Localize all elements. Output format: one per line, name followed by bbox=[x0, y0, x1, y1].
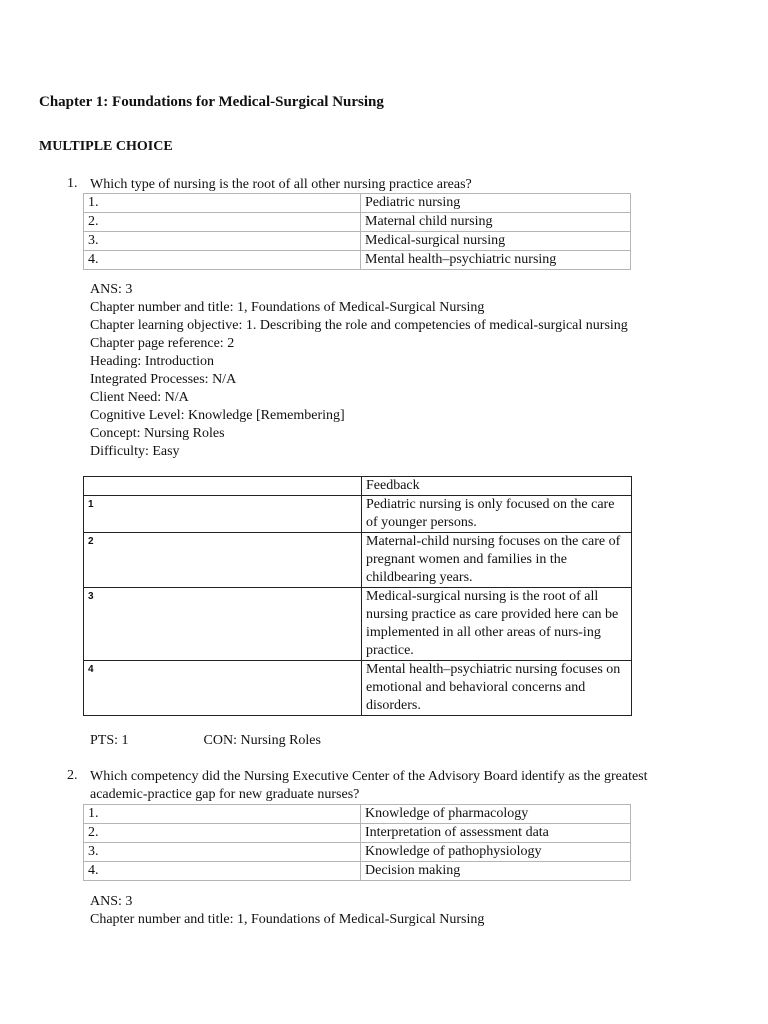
feedback-row bbox=[84, 533, 632, 588]
option-number: 1. bbox=[84, 194, 361, 213]
cognitive-level-line: Cognitive Level: Knowledge [Remembering] bbox=[90, 408, 345, 423]
answer-line: ANS: 3 bbox=[90, 894, 133, 909]
option-row bbox=[84, 805, 631, 824]
question-2-meta bbox=[90, 893, 484, 929]
learning-objective-line: Chapter learning objective: 1. Describing the role and competencies of medical-surgical nursing bbox=[90, 318, 628, 333]
feedback-number: 1 bbox=[84, 496, 362, 533]
option-text: Decision making bbox=[361, 862, 631, 881]
option-text: Interpretation of assessment data bbox=[361, 824, 631, 843]
feedback-number: 3 bbox=[84, 588, 362, 661]
question-2-options bbox=[83, 804, 631, 881]
feedback-row bbox=[84, 588, 632, 661]
option-text: Medical-surgical nursing bbox=[361, 232, 631, 251]
feedback-text: Pediatric nursing is only focused on the care of younger persons. bbox=[362, 496, 632, 533]
concept-label: CON: Nursing Roles bbox=[203, 733, 321, 748]
difficulty-line: Difficulty: Easy bbox=[90, 444, 180, 459]
option-number: 2. bbox=[84, 213, 361, 232]
option-text: Knowledge of pharmacology bbox=[361, 805, 631, 824]
option-number: 4. bbox=[84, 862, 361, 881]
chapter-number-line: Chapter number and title: 1, Foundations of Medical-Surgical Nursing bbox=[90, 300, 485, 315]
feedback-table bbox=[83, 476, 632, 716]
option-row bbox=[84, 824, 631, 843]
feedback-number: 4 bbox=[84, 661, 362, 716]
option-row bbox=[84, 843, 631, 862]
page-reference-line: Chapter page reference: 2 bbox=[90, 336, 235, 351]
client-need-line: Client Need: N/A bbox=[90, 390, 189, 405]
option-text: Mental health–psychiatric nursing bbox=[361, 251, 631, 270]
chapter-title: Chapter 1: Foundations for Medical-Surgical Nursing bbox=[39, 94, 384, 110]
feedback-header-empty bbox=[84, 477, 362, 496]
option-row bbox=[84, 862, 631, 881]
feedback-header: Feedback bbox=[362, 477, 632, 496]
feedback-header-row bbox=[84, 477, 632, 496]
option-text: Maternal child nursing bbox=[361, 213, 631, 232]
feedback-text: Mental health–psychiatric nursing focuses on emotional and behavioral concerns and disorders. bbox=[362, 661, 632, 716]
points-row bbox=[90, 733, 321, 749]
option-row bbox=[84, 232, 631, 251]
question-1-number: 1. bbox=[67, 176, 78, 191]
question-1-meta bbox=[90, 281, 628, 461]
feedback-number: 2 bbox=[84, 533, 362, 588]
question-1-options bbox=[83, 193, 631, 270]
option-number: 2. bbox=[84, 824, 361, 843]
chapter-number-line: Chapter number and title: 1, Foundations of Medical-Surgical Nursing bbox=[90, 912, 485, 927]
feedback-row bbox=[84, 661, 632, 716]
option-number: 3. bbox=[84, 232, 361, 251]
heading-line: Heading: Introduction bbox=[90, 354, 215, 369]
answer-line: ANS: 3 bbox=[90, 282, 133, 297]
option-number: 4. bbox=[84, 251, 361, 270]
option-number: 3. bbox=[84, 843, 361, 862]
points-label: PTS: 1 bbox=[90, 733, 129, 748]
option-row bbox=[84, 251, 631, 270]
feedback-text: Medical-surgical nursing is the root of all nursing practice as care provided here can be implemented in all other areas of nurs-ing practice. bbox=[362, 588, 632, 661]
section-title: MULTIPLE CHOICE bbox=[39, 139, 173, 154]
option-text: Pediatric nursing bbox=[361, 194, 631, 213]
question-2-text: Which competency did the Nursing Executive Center of the Advisory Board identify as the greatest academic-practice gap for new graduate nurses? bbox=[90, 769, 648, 802]
option-number: 1. bbox=[84, 805, 361, 824]
feedback-row bbox=[84, 496, 632, 533]
option-row bbox=[84, 213, 631, 232]
question-1-text: Which type of nursing is the root of all other nursing practice areas? bbox=[90, 177, 472, 192]
feedback-text: Maternal-child nursing focuses on the care of pregnant women and families in the childbearing years. bbox=[362, 533, 632, 588]
option-text: Knowledge of pathophysiology bbox=[361, 843, 631, 862]
integrated-processes-line: Integrated Processes: N/A bbox=[90, 372, 237, 387]
option-row bbox=[84, 194, 631, 213]
question-2-number: 2. bbox=[67, 768, 78, 783]
concept-line: Concept: Nursing Roles bbox=[90, 426, 225, 441]
